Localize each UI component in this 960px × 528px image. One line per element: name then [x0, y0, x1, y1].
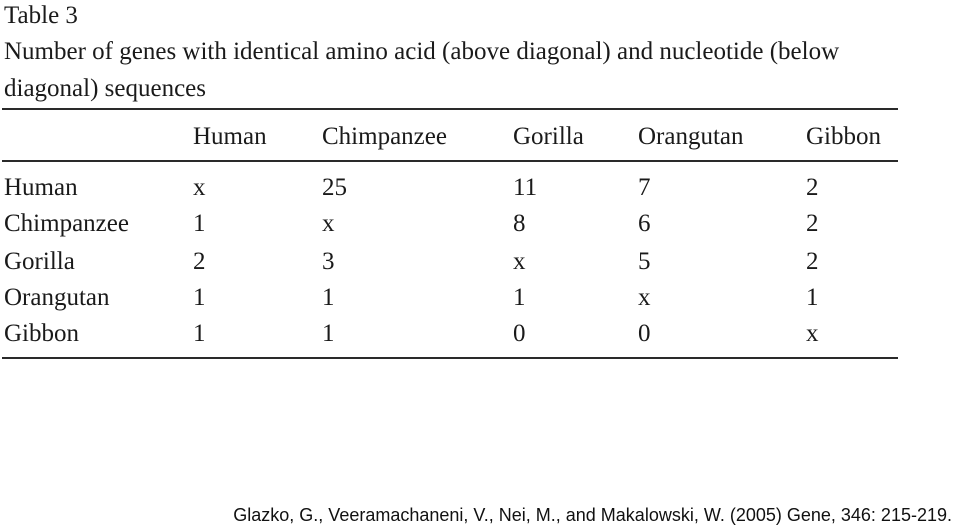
table-cell: 2 — [806, 210, 819, 237]
table-cell: 0 — [513, 320, 526, 347]
table-cell: x — [513, 248, 526, 275]
table-label: Table 3 — [4, 2, 78, 29]
table-cell: 7 — [638, 174, 651, 201]
table-cell: x — [638, 284, 651, 311]
table-cell: 6 — [638, 210, 651, 237]
table-cell: x — [193, 174, 206, 201]
table-cell: 2 — [806, 248, 819, 275]
table-cell: 25 — [322, 174, 347, 201]
table-bottom-rule — [2, 357, 898, 359]
table-cell: 11 — [513, 174, 538, 201]
citation: Glazko, G., Veeramachaneni, V., Nei, M., and Makalowski, W. (2005) Gene, 346: 215-219. — [233, 505, 952, 525]
row-label-gibbon: Gibbon — [4, 320, 79, 347]
table-cell: 1 — [193, 210, 206, 237]
table-cell: 1 — [806, 284, 819, 311]
table-cell: 1 — [322, 284, 335, 311]
row-label-gorilla: Gorilla — [4, 248, 75, 275]
table-cell: 3 — [322, 248, 335, 275]
table-cell: 5 — [638, 248, 651, 275]
table-cell: 0 — [638, 320, 651, 347]
table-cell: 2 — [193, 248, 206, 275]
column-header-gorilla: Gorilla — [513, 123, 584, 150]
column-header-human: Human — [193, 123, 267, 150]
row-label-chimpanzee: Chimpanzee — [4, 210, 129, 237]
table-cell: x — [322, 210, 335, 237]
table-top-rule — [2, 108, 898, 110]
table-cell: 1 — [513, 284, 526, 311]
column-header-gibbon: Gibbon — [806, 123, 881, 150]
table-title: Number of genes with identical amino acid (above diagonal) and nucleotide (below diagonal) sequences — [4, 38, 840, 102]
row-label-human: Human — [4, 174, 78, 201]
column-header-orangutan: Orangutan — [638, 123, 744, 150]
table-cell: 1 — [193, 320, 206, 347]
table-cell: 2 — [806, 174, 819, 201]
table-cell: 1 — [193, 284, 206, 311]
table-cell: 8 — [513, 210, 526, 237]
table-cell: x — [806, 320, 819, 347]
table-cell: 1 — [322, 320, 335, 347]
header-rule — [2, 160, 898, 162]
column-header-chimpanzee: Chimpanzee — [322, 123, 447, 150]
row-label-orangutan: Orangutan — [4, 284, 110, 311]
